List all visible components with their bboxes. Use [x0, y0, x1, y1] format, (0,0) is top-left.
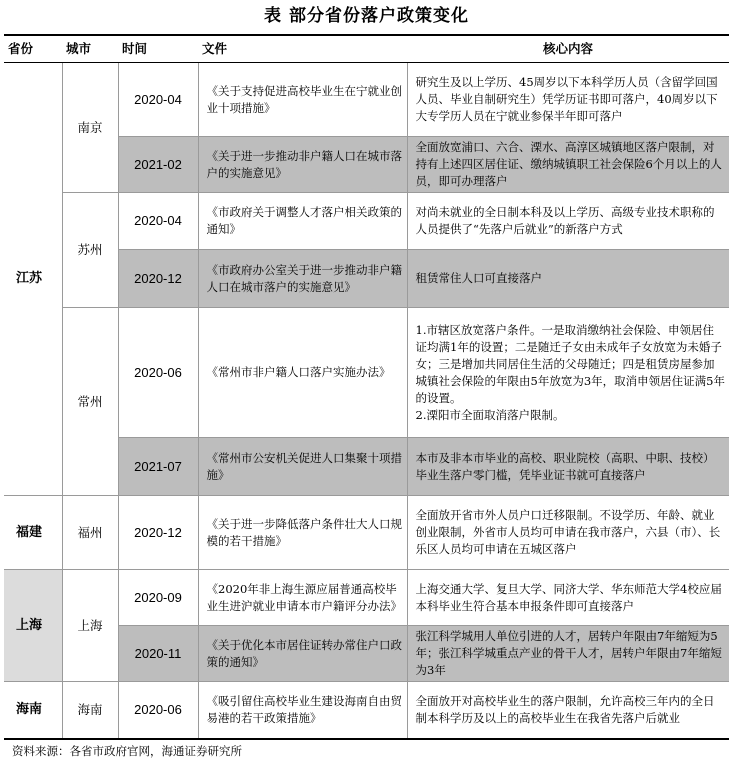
- core-content-cell: 全面放开省市外人员户口迁移限制。不设学历、年龄、就业创业限制，外省市人员均可申请在我市落户，六县（市）、长乐区人员均可申请在五城区落户: [407, 496, 729, 570]
- table-row: [4, 570, 729, 626]
- province-cell: 海南: [4, 682, 62, 739]
- city-cell: 南京: [62, 63, 118, 193]
- province-cell: 江苏: [4, 63, 62, 496]
- province-cell: 福建: [4, 496, 62, 570]
- time-cell: 2020-06: [118, 308, 198, 438]
- table-header-row: [4, 35, 729, 63]
- core-content-cell: 全面放宽浦口、六合、溧水、高淳区城镇地区落户限制，对持有上述四区居住证、缴纳城镇职工社会保险6个月以上的人员，即可办理落户: [407, 137, 729, 193]
- time-cell: 2021-07: [118, 438, 198, 496]
- time-cell: 2020-09: [118, 570, 198, 626]
- table-row: [4, 496, 729, 570]
- time-cell: 2020-04: [118, 63, 198, 137]
- table-row: [4, 63, 729, 137]
- city-cell: 福州: [62, 496, 118, 570]
- core-content-item: 2.溧阳市全面取消落户限制。: [415, 407, 565, 422]
- core-content-cell: [407, 308, 729, 438]
- core-content-cell: 张江科学城用人单位引进的人才，居转户年限由7年缩短为5年；张江科学城重点产业的骨干人才，居转户年限由7年缩短为3年: [407, 626, 729, 682]
- time-cell: 2021-02: [118, 137, 198, 193]
- file-cell: 《关于进一步推动非户籍人口在城市落户的实施意见》: [198, 137, 407, 193]
- file-cell: 《吸引留住高校毕业生建设海南自由贸易港的若干政策措施》: [198, 682, 407, 739]
- file-cell: 《关于进一步降低落户条件壮大人口规模的若干措施》: [198, 496, 407, 570]
- province-cell: 上海: [4, 570, 62, 682]
- time-cell: 2020-06: [118, 682, 198, 739]
- file-cell: 《关于支持促进高校毕业生在宁就业创业十项措施》: [198, 63, 407, 137]
- table-row: [4, 682, 729, 739]
- header-province: 省份: [4, 35, 62, 63]
- source-note: 资料来源：各省市政府官网，海通证券研究所: [12, 744, 242, 758]
- core-content-cell: 全面放开对高校毕业生的落户限制，允许高校三年内的全日制本科学历及以上的高校毕业生在我省先落户后就业: [407, 682, 729, 739]
- time-cell: 2020-04: [118, 193, 198, 250]
- table-title: 表 部分省份落户政策变化: [264, 6, 469, 26]
- table-row: [4, 308, 729, 438]
- file-cell: 《常州市公安机关促进人口集聚十项措施》: [198, 438, 407, 496]
- core-content-cell: 本市及非本市毕业的高校、职业院校（高职、中职、技校）毕业生落户零门槛，凭毕业证书就可直接落户: [407, 438, 729, 496]
- header-city: 城市: [62, 35, 118, 63]
- header-time: 时间: [118, 35, 198, 63]
- header-core: 核心内容: [407, 35, 729, 63]
- city-cell: 常州: [62, 308, 118, 496]
- core-content-cell: 租赁常住人口可直接落户: [407, 250, 729, 308]
- file-cell: 《市政府办公室关于进一步推动非户籍人口在城市落户的实施意见》: [198, 250, 407, 308]
- core-content-cell: 上海交通大学、复旦大学、同济大学、华东师范大学4校应届本科毕业生符合基本申报条件即可直接落户: [407, 570, 729, 626]
- file-cell: 《关于优化本市居住证转办常住户口政策的通知》: [198, 626, 407, 682]
- core-content-cell: 对尚未就业的全日制本科及以上学历、高级专业技术职称的人员提供了“先落户后就业”的新落户方式: [407, 193, 729, 250]
- file-cell: 《市政府关于调整人才落户相关政策的通知》: [198, 193, 407, 250]
- core-content-cell: 研究生及以上学历、45周岁以下本科学历人员（含留学回国人员、毕业自制研究生）凭学历证书即可落户，40周岁以下大专学历人员在宁就业参保半年即可落户: [407, 63, 729, 137]
- table-row: [4, 193, 729, 250]
- file-cell: 《2020年非上海生源应届普通高校毕业生进沪就业申请本市户籍评分办法》: [198, 570, 407, 626]
- time-cell: 2020-11: [118, 626, 198, 682]
- city-cell: 海南: [62, 682, 118, 739]
- core-content-item: 1.市辖区放宽落户条件。一是取消缴纳社会保险、申领居住证均满1年的设置；二是随迁子女由未成年子女放宽为未婚子女；三是增加共同居住生活的父母随迁；四是租赁房屋参加城镇社会保险的年限由5年放宽为3年，取消申领居住证满5年的设置。: [415, 322, 725, 405]
- city-cell: 苏州: [62, 193, 118, 308]
- file-cell: 《常州市非户籍人口落户实施办法》: [198, 308, 407, 438]
- time-cell: 2020-12: [118, 250, 198, 308]
- header-file: 文件: [198, 35, 407, 63]
- city-cell: 上海: [62, 570, 118, 682]
- policy-table: [4, 34, 729, 740]
- time-cell: 2020-12: [118, 496, 198, 570]
